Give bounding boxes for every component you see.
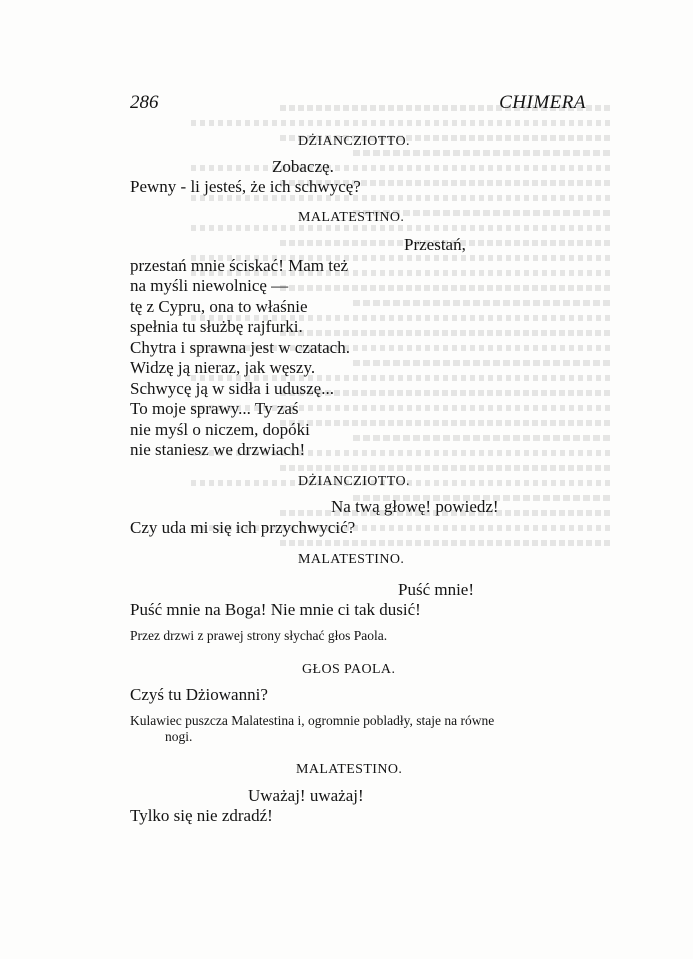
verse-line: nie staniesz we drzwiach! — [130, 440, 306, 459]
running-header — [130, 92, 586, 116]
speaker-label: MALATESTINO. — [298, 552, 405, 567]
speaker-label: DŻIANCZIOTTO. — [298, 134, 410, 149]
verse-line: To moje sprawy... Ty zaś — [130, 399, 299, 418]
verse-line: Uważaj! uważaj! — [248, 786, 364, 805]
stage-direction: Kulawiec puszcza Malatestina i, ogromnie pobladły, staje na równe — [130, 713, 495, 728]
verse-line: przestań mnie ściskać! Mam też — [130, 256, 349, 275]
verse-line: spełnia tu służbę rajfurki. — [130, 317, 303, 336]
speaker-label: DŻIANCZIOTTO. — [298, 474, 410, 489]
page-number: 286 — [130, 92, 159, 113]
running-title: CHIMERA — [499, 92, 586, 113]
verse-line: tę z Cypru, ona to właśnie — [130, 297, 308, 316]
stage-direction: Przez drzwi z prawej strony słychać głos Paola. — [130, 628, 388, 643]
verse-line: Czyś tu Dżiowanni? — [130, 685, 268, 704]
stage-direction: nogi. — [165, 729, 193, 744]
speaker-label: GŁOS PAOLA. — [302, 662, 396, 677]
verse-line: Puść mnie! — [398, 580, 475, 599]
verse-line: Pewny - li jesteś, że ich schwycę? — [130, 177, 361, 196]
speaker-label: MALATESTINO. — [296, 762, 403, 777]
verse-line: Zobaczę. — [272, 157, 334, 176]
verse-line: Schwycę ją w sidła i uduszę... — [130, 379, 334, 398]
verse-line: na myśli niewolnicę — — [130, 276, 289, 295]
verse-line: Chytra i sprawna jest w czatach. — [130, 338, 350, 357]
speaker-label: MALATESTINO. — [298, 210, 405, 225]
verse-line: nie myśl o niczem, dopóki — [130, 420, 310, 439]
verse-line: Widzę ją nieraz, jak węszy. — [130, 358, 316, 377]
verse-line: Tylko się nie zdradź! — [130, 806, 273, 825]
verse-line: Puść mnie na Boga! Nie mnie ci tak dusić! — [130, 600, 421, 619]
verse-line: Czy uda mi się ich przychwycić? — [130, 518, 356, 537]
verse-line: Na twą głowę! powiedz! — [331, 497, 499, 516]
verse-line: Przestań, — [404, 235, 466, 254]
